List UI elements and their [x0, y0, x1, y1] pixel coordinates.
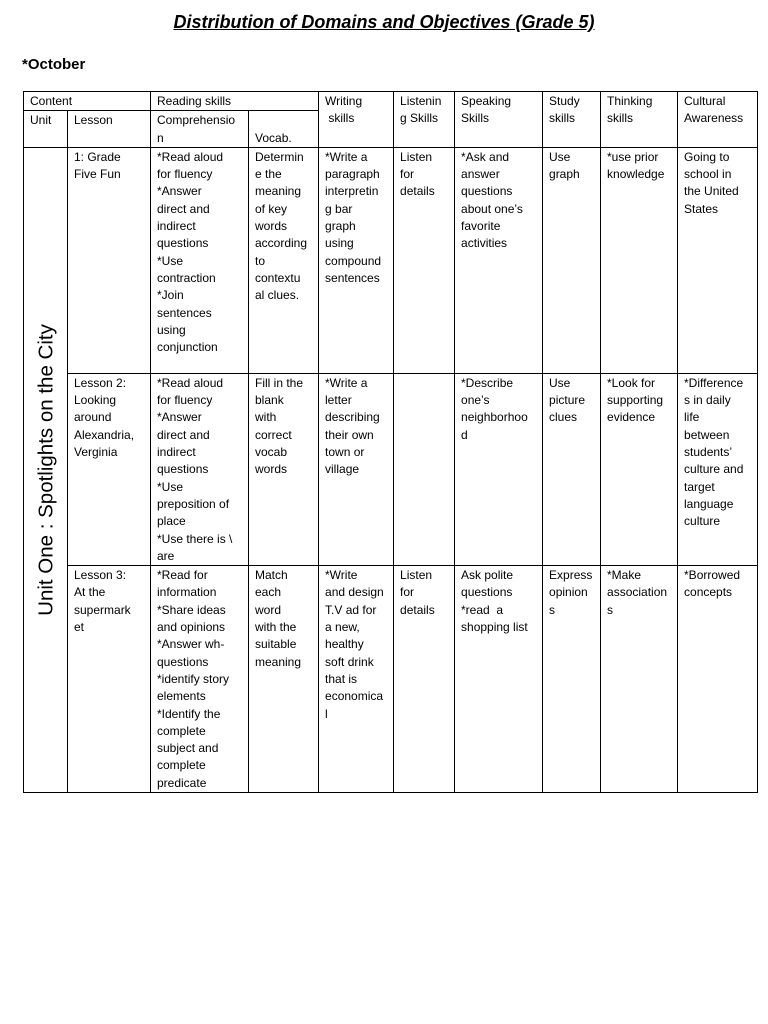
- content-header: Content: [24, 92, 151, 111]
- cell-line: for fluency: [157, 167, 213, 182]
- cell-line: Thinking: [607, 94, 653, 108]
- writing-cell: [319, 147, 394, 373]
- cell-line: activities: [461, 236, 508, 251]
- cell-line: supporting: [607, 393, 664, 408]
- cell-line: favorite: [461, 219, 501, 234]
- cell-line: culture and: [684, 462, 744, 477]
- cell-line: picture: [549, 393, 586, 408]
- cell-line: neighborhoo: [461, 410, 528, 425]
- cell-line: words: [255, 462, 288, 477]
- cultural-awareness-header: [678, 92, 758, 148]
- cell-line: contraction: [157, 270, 216, 285]
- cell-line: for: [400, 585, 415, 600]
- document-title: Distribution of Domains and Objectives (Grade 5): [173, 12, 595, 32]
- cell-line: Match: [255, 568, 288, 583]
- thinking-cell: [601, 147, 678, 373]
- cell-line: *Write: [325, 568, 358, 583]
- cell-line: town or: [325, 445, 365, 460]
- cell-line: association: [607, 585, 668, 600]
- cell-line: a new,: [325, 620, 360, 635]
- vocab-cell: [249, 566, 319, 793]
- lesson-cell: [68, 147, 151, 373]
- cell-line: Lesson 2:: [74, 375, 127, 390]
- cultural-cell: [678, 373, 758, 565]
- cell-line: soft drink: [325, 654, 374, 669]
- cell-line: *Describe: [461, 375, 514, 390]
- cell-line: using: [325, 236, 354, 251]
- cell-line: Writing: [325, 94, 363, 108]
- cell-line: the United: [684, 184, 739, 199]
- month-label: *October: [22, 56, 86, 73]
- cell-line: *Write a: [325, 375, 368, 390]
- cell-line: *Borrowed: [684, 568, 741, 583]
- cell-line: questions: [157, 462, 209, 477]
- vocab-header: Vocab.: [249, 111, 319, 148]
- lesson-cell: [68, 373, 151, 565]
- cell-line: questions: [461, 585, 513, 600]
- cell-line: Fill in the: [255, 375, 304, 390]
- cell-line: *Answer wh-: [157, 637, 225, 652]
- cell-line: graph: [325, 219, 356, 234]
- cell-line: and opinions: [157, 620, 226, 635]
- cell-line: culture: [684, 514, 721, 529]
- cell-line: n: [157, 130, 164, 145]
- cell-line: preposition of: [157, 496, 230, 511]
- cell-line: questions: [157, 236, 209, 251]
- cell-line: Alexandria,: [74, 427, 135, 442]
- speaking-cell: [455, 566, 543, 793]
- cell-line: using: [157, 322, 186, 337]
- writing-skills-header: [319, 92, 394, 148]
- vocab-cell: [249, 147, 319, 373]
- cell-line: Comprehensio: [157, 113, 236, 128]
- comprehension-header: [151, 111, 249, 148]
- cell-line: direct and: [157, 427, 210, 442]
- cell-line: information: [157, 585, 217, 600]
- cell-line: Lesson 3:: [74, 568, 127, 583]
- cell-line: et: [74, 620, 85, 635]
- cell-line: *Read for: [157, 568, 208, 583]
- cell-line: Use: [549, 375, 571, 390]
- comprehension-cell: [151, 566, 249, 793]
- lesson-header: Lesson: [68, 111, 151, 148]
- cell-line: interpretin: [325, 184, 379, 199]
- cell-line: life: [684, 410, 700, 425]
- cell-line: Express: [549, 568, 593, 583]
- cell-line: s: [607, 602, 614, 617]
- cell-line: for fluency: [157, 393, 213, 408]
- comprehension-cell: [151, 147, 249, 373]
- listening-cell: [394, 147, 455, 373]
- study-cell: [543, 373, 601, 565]
- cultural-cell: [678, 147, 758, 373]
- cell-line: predicate: [157, 775, 207, 790]
- cell-line: Awareness: [684, 111, 744, 126]
- cell-line: are: [157, 548, 175, 563]
- cell-line: *read a: [461, 602, 504, 617]
- cell-line: vocab: [255, 445, 288, 460]
- cell-line: l: [325, 706, 328, 721]
- cell-line: according: [255, 236, 308, 251]
- cell-line: for: [400, 167, 415, 182]
- cell-line: e the: [255, 167, 282, 182]
- cell-line: Five Fun: [74, 167, 121, 182]
- cell-line: word: [255, 602, 282, 617]
- cell-line: words: [255, 219, 288, 234]
- cell-line: and design: [325, 585, 384, 600]
- cell-line: describing: [325, 410, 380, 425]
- cell-line: *Answer: [157, 410, 202, 425]
- cell-line: complete: [157, 723, 206, 738]
- cell-line: place: [157, 514, 186, 529]
- cell-line: d: [461, 427, 468, 442]
- cell-line: indirect: [157, 445, 196, 460]
- cell-line: direct and: [157, 201, 210, 216]
- cell-line: skills: [607, 111, 634, 126]
- cell-line: to: [255, 253, 266, 268]
- cell-line: questions: [461, 184, 513, 199]
- cell-line: questions: [157, 654, 209, 669]
- cell-line: *Read aloud: [157, 375, 224, 390]
- cell-line: suitable: [255, 637, 297, 652]
- cell-line: Speaking: [461, 94, 512, 108]
- cell-line: Determin: [255, 149, 304, 164]
- cell-line: Skills: [461, 111, 490, 126]
- cell-line: *Difference: [684, 375, 744, 390]
- cell-line: al clues.: [255, 288, 300, 303]
- study-cell: [543, 566, 601, 793]
- cell-line: *Use: [157, 253, 184, 268]
- cell-line: around: [74, 410, 112, 425]
- cell-line: Listen: [400, 568, 433, 583]
- writing-cell: [319, 373, 394, 565]
- speaking-skills-header: [455, 92, 543, 148]
- cell-line: sentences: [157, 305, 212, 320]
- cell-line: States: [684, 201, 719, 216]
- cell-line: elements: [157, 689, 206, 704]
- cell-line: *Answer: [157, 184, 202, 199]
- cell-line: *Join: [157, 288, 184, 303]
- cell-line: clues: [549, 410, 578, 425]
- cell-line: *Write a: [325, 149, 368, 164]
- cell-line: graph: [549, 167, 580, 182]
- cell-line: g Skills: [400, 111, 439, 126]
- cell-line: details: [400, 602, 435, 617]
- thinking-cell: [601, 373, 678, 565]
- lesson-row-1: [24, 147, 758, 373]
- cell-line: *Identify the: [157, 706, 221, 721]
- cell-line: Ask polite: [461, 568, 514, 583]
- cell-line: between: [684, 427, 730, 442]
- cell-line: sentences: [325, 270, 380, 285]
- cell-line: *Share ideas: [157, 602, 226, 617]
- cell-line: s: [549, 602, 556, 617]
- lesson-row-3: [24, 566, 758, 793]
- speaking-cell: [455, 147, 543, 373]
- cell-line: that is: [325, 671, 358, 686]
- cell-line: *Use there is \: [157, 531, 233, 546]
- cell-line: subject and: [157, 741, 219, 756]
- cell-line: *Read aloud: [157, 149, 224, 164]
- unit-header: Unit: [24, 111, 68, 148]
- cell-line: *use prior: [607, 149, 659, 164]
- cell-line: indirect: [157, 219, 196, 234]
- cell-line: skills: [549, 111, 576, 126]
- cell-line: concepts: [684, 585, 733, 600]
- listening-skills-header: [394, 92, 455, 148]
- cell-line: *Use: [157, 479, 184, 494]
- lesson-cell: [68, 566, 151, 793]
- cell-line: school in: [684, 167, 732, 182]
- speaking-cell: [455, 373, 543, 565]
- cell-line: Listen: [400, 149, 433, 164]
- listening-cell: [394, 373, 455, 565]
- cell-line: paragraph: [325, 167, 380, 182]
- cell-line: healthy: [325, 637, 364, 652]
- cell-line: students’: [684, 445, 733, 460]
- cell-line: with the: [255, 620, 297, 635]
- comprehension-cell: [151, 373, 249, 565]
- cell-line: each: [255, 585, 282, 600]
- cell-line: 1: Grade: [74, 149, 121, 164]
- cell-line: about one’s: [461, 201, 523, 216]
- cell-line: compound: [325, 253, 382, 268]
- thinking-cell: [601, 566, 678, 793]
- cell-line: Cultural: [684, 94, 726, 108]
- cell-line: village: [325, 462, 360, 477]
- cell-line: g bar: [325, 201, 353, 216]
- cell-line: language: [684, 496, 734, 511]
- cell-line: meaning: [255, 654, 302, 669]
- header-row-1: [24, 92, 758, 111]
- cell-line: letter: [325, 393, 352, 408]
- cell-line: blank: [255, 393, 284, 408]
- cell-line: economica: [325, 689, 384, 704]
- cell-line: *Look for: [607, 375, 656, 390]
- cell-line: s in daily: [684, 393, 731, 408]
- unit-name-cell: [24, 147, 68, 792]
- lesson-row-2: [24, 373, 758, 565]
- cell-line: answer: [461, 167, 500, 182]
- cell-line: one’s: [461, 393, 490, 408]
- cell-line: contextu: [255, 270, 301, 285]
- cell-line: Listenin: [400, 94, 442, 108]
- cell-line: knowledge: [607, 167, 665, 182]
- cell-line: *Make: [607, 568, 642, 583]
- cell-line: Looking: [74, 393, 117, 408]
- cell-line: shopping list: [461, 620, 528, 635]
- objectives-table: [23, 91, 758, 793]
- cultural-cell: [678, 566, 758, 793]
- cell-line: Verginia: [74, 445, 118, 460]
- cell-line: evidence: [607, 410, 656, 425]
- study-cell: [543, 147, 601, 373]
- cell-line: opinion: [549, 585, 588, 600]
- writing-cell: [319, 566, 394, 793]
- cell-line: of key: [255, 201, 288, 216]
- cell-line: correct: [255, 427, 292, 442]
- cell-line: Study: [549, 94, 580, 108]
- cell-line: skills: [325, 111, 355, 126]
- study-skills-header: [543, 92, 601, 148]
- unit-name: Unit One : Spotlights on the City: [33, 324, 57, 616]
- cell-line: *Ask and: [461, 149, 510, 164]
- cell-line: meaning: [255, 184, 302, 199]
- cell-line: Use: [549, 149, 571, 164]
- cell-line: supermark: [74, 602, 131, 617]
- cell-line: T.V ad for: [325, 602, 377, 617]
- cell-line: their own: [325, 427, 374, 442]
- cell-line: *identify story: [157, 671, 230, 686]
- cell-line: target: [684, 479, 715, 494]
- cell-line: with: [255, 410, 277, 425]
- listening-cell: [394, 566, 455, 793]
- cell-line: complete: [157, 758, 206, 773]
- vocab-cell: [249, 373, 319, 565]
- thinking-skills-header: [601, 92, 678, 148]
- cell-line: conjunction: [157, 340, 218, 355]
- cell-line: At the: [74, 585, 106, 600]
- cell-line: Going to: [684, 149, 730, 164]
- cell-line: details: [400, 184, 435, 199]
- reading-skills-header: Reading skills: [151, 92, 319, 111]
